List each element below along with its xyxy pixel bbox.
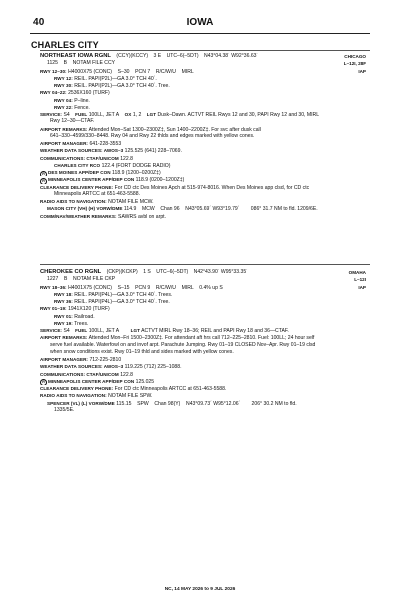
state-title: IOWA [186,17,214,28]
radar-circle-icon: R [40,379,47,385]
airport-ident: (CKP)(KCKP) [106,269,138,275]
vor-line: SPENCER (VL) (L) VORW/DME 115.15 SPW Chan 98(Y) N43°09.73´ W95°12.06´ 206° 30.2 NM to fld. [47,400,297,407]
weather-line: WEATHER DATA SOURCES: AWOS–3 119.225 (712) 225–1088. [40,364,182,371]
runway-end-line: RWY 04: P–line. [54,97,90,104]
page-number: 40 [33,17,45,28]
airport-utc: UTC–6(–5DT) [156,269,189,275]
airport-name: NORTHEAST IOWA RGNL [40,53,111,59]
remarks-continued: serve fuel available. Waterfowl on and invof arpt. Parachute Jumping. Rwy 01–19 CLOSED Nov–Apr. Rwy 01–19 clsd [50,341,316,348]
header-rule [30,33,370,34]
airport-distance: 3 E [153,53,162,59]
airport-ident: (CCY)(KCCY) [116,53,149,59]
navaid-line: RADIO AIDS TO NAVIGATION: NOTAM FILE MCW. [40,199,154,205]
runway-end-line: RWY 36: REIL. PAPI(P4L)—GA 3.0° TCH 40´. Tree. [54,299,170,305]
service-line: SERVICE: S4 FUEL 100LL, JET A LGT ACTVT MIRL Rwy 18–36; REIL and PAPI Rwy 18 and 36—CTAF. [40,328,289,334]
weather-line: WEATHER DATA SOURCES: AWOS–3 125.525 (641) 228–7069. [40,148,182,155]
elevation-line: 1227 B NOTAM FILE CKP [47,276,116,283]
service-continued: Rwy 12–30—CTAF. [50,118,95,125]
remarks-line: AIRPORT REMARKS: Attended Mon–Fri 1500–2300Z‡. For attendant aft hrs call 712–225–2810. Fuel: 100LL; 24 hour self [40,335,315,342]
clearance-continued: Minneapolis ARTCC at 651-463-5588. [54,190,140,197]
radar-circle-icon: R [40,171,47,177]
remarks-continued: when snow conditions exist. Rwy 01–19 thld and sides marked with yellow cones. [50,348,234,355]
airport-entry-cherokee [40,269,366,414]
chart-iap: IAP [358,284,366,290]
vor-line: MASON CITY (VH) (H) VORW/DME 114.9 MCW Chan 96 N43°05.69´ W93°19.79´ 086° 31.7 NM to fld. 1209/6E. [47,206,318,213]
service-line: SERVICE: S4 FUEL 100LL, JET A OX 1, 2 LGT Dusk–Dawn. ACTVT REIL Rwys 12 and 30, PAPI Rwy 12 and 30, MIRL [40,112,320,118]
clearance-line: CLEARANCE DELIVERY PHONE: For CD ctc Minneapolis ARTCC at 651-463-5588. [40,386,227,392]
chart-region: CHICAGO [344,54,366,59]
radar-circle-icon: R [40,178,47,184]
comm-nav-weather-line: COMM/NAV/WEATHER REMARKS: SAWRS avbl on arpt. [40,213,166,220]
airport-entry-northeast-iowa [40,53,366,220]
chart-lowalt: L–12I [354,277,366,283]
airport-header-line [40,53,366,60]
comm-line: COMMUNICATIONS: CTAF/UNICOM 122.8 [40,155,133,162]
elevation-line: 1125 B NOTAM FILE CCY [47,60,116,67]
city-heading: CHARLES CITY [31,40,99,50]
approach-control-line: R MINNEAPOLIS CENTER APP/DEP CON 118.9 (0200–1200Z‡) [40,176,366,183]
manager-line: AIRPORT MANAGER: 712-225-2810 [40,357,122,363]
runway-end-line: RWY 18: REIL. PAPI(P4L)—GA 3.0° TCH 40´. Trees. [54,291,173,298]
approach-control-line: R MINNEAPOLIS CENTER APP/DEP CON 125.025 [40,378,366,385]
runway-line: RWY 18–36: H4001X75 (CONC) S–15 PCN 9 R/C/W/U MIRL 0.4% up S [40,284,223,291]
approach-control-line: R DES MOINES APP/DEP CON 118.9 (1200–0200Z‡) [40,169,366,176]
runway-end-line: RWY 19: Trees. [54,320,89,327]
chart-region: OMAHA [348,270,366,275]
airport-coords: N43°04.38´ W92°36.63´ [204,53,259,59]
entry-separator [40,264,370,265]
city-rule [40,50,370,51]
navaid-line: RADIO AIDS TO NAVIGATION: NOTAM FILE SPW. [40,393,153,400]
manager-line: AIRPORT MANAGER: 641-228-3553 [40,141,122,147]
rco-line: CHARLES CITY RCO 122.4 (FORT DODGE RADIO) [54,162,171,169]
runway-line: RWY 04–22: 2536X160 (TURF) [40,90,110,97]
clearance-line: CLEARANCE DELIVERY PHONE: For CD ctc Des Moines Apch at 515-974-8016. When Des Moines app clsd, for CD ctc [40,184,310,191]
runway-end-line: RWY 12: REIL. PAPI(P2L)—GA 3.0° TCH 40´. [54,75,157,82]
chart-lowalt: L–12I, 28F [343,61,366,67]
remarks-continued: 641–330–4599/330–8448. Rwy 04 and Rwy 22 thlds and edges marked with yellow cones. [50,132,255,139]
runway-end-line: RWY 22: Fence. [54,104,90,111]
airport-header-line [40,269,366,276]
comm-line: COMMUNICATIONS: CTAF/UNICOM 122.8 [40,371,133,378]
remarks-line: AIRPORT REMARKS: Attended Mon–Sat 1300–2300Z‡, Sun 1400–2200Z‡. For svc after dusk call [40,126,261,133]
airport-distance: 1 S [143,269,151,275]
chart-iap: IAP [358,68,366,74]
airport-coords: N42°43.90´ W95°33.35´ [193,269,248,275]
effective-dates-footer: NC, 14 MAY 2026 to 9 JUL 2026 [164,587,236,592]
airport-utc: UTC–6(–5DT) [166,53,199,59]
runway-end-line: RWY 01: Railroad. [54,313,95,320]
vor-continued: 1335/5E. [54,406,75,413]
runway-end-line: RWY 30: REIL. PAPI(P2L)—GA 3.0° TCH 40´. Tree. [54,83,170,89]
runway-line: RWY 01–19: 1941X120 (TURF) [40,306,110,313]
airport-name: CHEROKEE CO RGNL [40,269,102,275]
runway-line: RWY 12–30: H4000X75 (CONC) S–30 PCN 7 R/C/W/U MIRL [40,68,194,75]
